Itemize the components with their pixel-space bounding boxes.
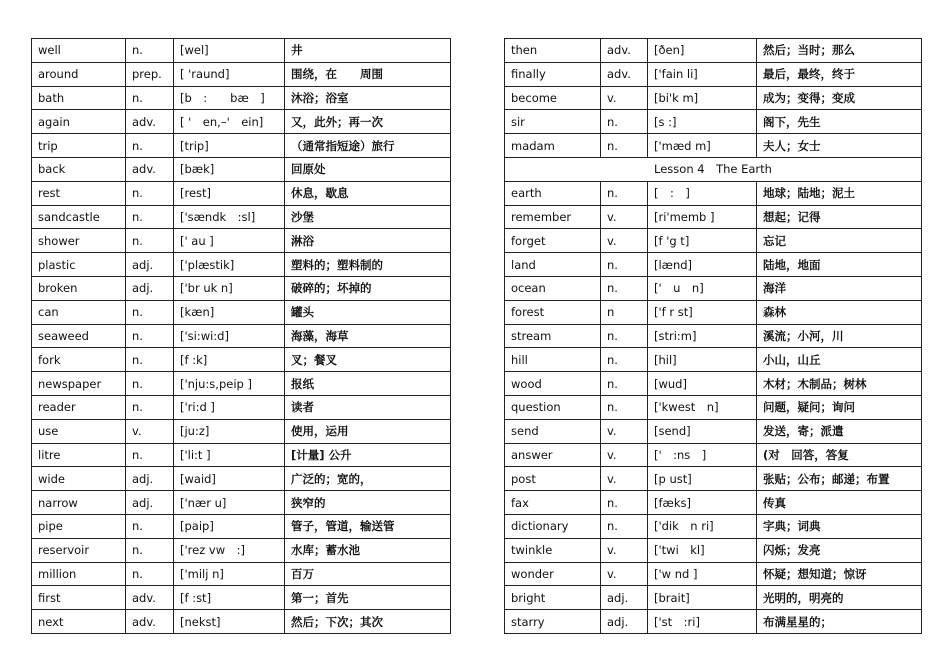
translation-cell: 木材；木制品；树林 [757, 372, 922, 396]
phonetic-cell: [hil] [648, 348, 757, 372]
phonetic-cell: [stri:m] [648, 324, 757, 348]
vocab-row [32, 110, 451, 134]
vocab-table-right-body [505, 39, 922, 634]
vocab-row [505, 586, 922, 610]
translation-cell: 塑料的；塑料制的 [285, 253, 451, 277]
translation-cell: 狭窄的 [285, 491, 451, 515]
part-of-speech-cell: adv. [601, 39, 648, 63]
word-cell: seaweed [32, 324, 126, 348]
phonetic-cell: [ ' en,–' ein] [174, 110, 285, 134]
vocab-row [32, 538, 451, 562]
part-of-speech-cell: prep. [126, 62, 174, 86]
translation-cell: 管子，管道，输送管 [285, 514, 451, 538]
word-cell: send [505, 419, 601, 443]
part-of-speech-cell: n. [601, 134, 648, 158]
part-of-speech-cell: n. [126, 514, 174, 538]
part-of-speech-cell: adj. [126, 276, 174, 300]
word-cell: bright [505, 586, 601, 610]
phonetic-cell: [p ust] [648, 467, 757, 491]
word-cell: finally [505, 62, 601, 86]
word-cell: sir [505, 110, 601, 134]
word-cell: reader [32, 395, 126, 419]
part-of-speech-cell: v. [601, 86, 648, 110]
vocab-row [505, 443, 922, 467]
word-cell: earth [505, 181, 601, 205]
translation-cell: 森林 [757, 300, 922, 324]
phonetic-cell: ['twi kl] [648, 538, 757, 562]
phonetic-cell: ['mæd m] [648, 134, 757, 158]
vocab-row [32, 562, 451, 586]
translation-cell: 小山，山丘 [757, 348, 922, 372]
part-of-speech-cell: n. [601, 348, 648, 372]
phonetic-cell: [f :k] [174, 348, 285, 372]
vocab-row [505, 562, 922, 586]
translation-cell: 夫人；女士 [757, 134, 922, 158]
part-of-speech-cell: v. [126, 419, 174, 443]
word-cell: stream [505, 324, 601, 348]
phonetic-cell: ['br uk n] [174, 276, 285, 300]
phonetic-cell: [send] [648, 419, 757, 443]
phonetic-cell: [rest] [174, 181, 285, 205]
vocab-row [32, 443, 451, 467]
word-cell: land [505, 253, 601, 277]
lesson-heading-row [505, 157, 922, 181]
phonetic-cell: [s :] [648, 110, 757, 134]
phonetic-cell: ['ri:d ] [174, 395, 285, 419]
word-cell: back [32, 157, 126, 181]
vocab-row [505, 110, 922, 134]
part-of-speech-cell: n. [126, 39, 174, 63]
translation-cell: 发送，寄；派遣 [757, 419, 922, 443]
part-of-speech-cell: v. [601, 467, 648, 491]
vocab-row [32, 419, 451, 443]
vocab-row [32, 300, 451, 324]
vocab-row [32, 181, 451, 205]
phonetic-cell: ['st :ri] [648, 610, 757, 634]
phonetic-cell: [ri'memb ] [648, 205, 757, 229]
phonetic-cell: ['plæstik] [174, 253, 285, 277]
vocab-row [505, 86, 922, 110]
part-of-speech-cell: v. [601, 538, 648, 562]
translation-cell: 又，此外；再一次 [285, 110, 451, 134]
phonetic-cell: ['sændk :sl] [174, 205, 285, 229]
translation-cell: 忘记 [757, 229, 922, 253]
translation-cell: 海藻，海草 [285, 324, 451, 348]
word-cell: newspaper [32, 372, 126, 396]
word-cell: rest [32, 181, 126, 205]
translation-cell: 光明的，明亮的 [757, 586, 922, 610]
word-cell: trip [32, 134, 126, 158]
phonetic-cell: ['fain li] [648, 62, 757, 86]
translation-cell: 字典；词典 [757, 514, 922, 538]
translation-cell: 沙堡 [285, 205, 451, 229]
part-of-speech-cell: n. [126, 562, 174, 586]
vocab-row [505, 276, 922, 300]
phonetic-cell: ['nær u] [174, 491, 285, 515]
part-of-speech-cell: adj. [601, 610, 648, 634]
vocab-row [32, 205, 451, 229]
phonetic-cell: [wud] [648, 372, 757, 396]
vocab-table-left [31, 38, 451, 634]
part-of-speech-cell: n [601, 300, 648, 324]
vocab-row [32, 157, 451, 181]
vocab-row [505, 324, 922, 348]
phonetic-cell: [f 'g t] [648, 229, 757, 253]
part-of-speech-cell: v. [601, 443, 648, 467]
phonetic-cell: [waid] [174, 467, 285, 491]
part-of-speech-cell: n. [601, 372, 648, 396]
vocab-row [505, 395, 922, 419]
vocab-row [32, 86, 451, 110]
translation-cell: (对 回答，答复 [757, 443, 922, 467]
phonetic-cell: [bi'k m] [648, 86, 757, 110]
word-cell: bath [32, 86, 126, 110]
part-of-speech-cell: adj. [126, 253, 174, 277]
part-of-speech-cell: adv. [126, 157, 174, 181]
word-cell: forest [505, 300, 601, 324]
vocab-table-left-body [32, 39, 451, 634]
translation-cell: 海洋 [757, 276, 922, 300]
phonetic-cell: [lænd] [648, 253, 757, 277]
phonetic-cell: [brait] [648, 586, 757, 610]
vocab-row [32, 276, 451, 300]
phonetic-cell: [ 'raund] [174, 62, 285, 86]
part-of-speech-cell: v. [601, 229, 648, 253]
phonetic-cell: [ju:z] [174, 419, 285, 443]
part-of-speech-cell: n. [126, 300, 174, 324]
translation-cell: 罐头 [285, 300, 451, 324]
vocab-row [32, 491, 451, 515]
phonetic-cell: [fæks] [648, 491, 757, 515]
translation-cell: 淋浴 [285, 229, 451, 253]
part-of-speech-cell: n. [126, 395, 174, 419]
translation-cell: [计量] 公升 [285, 443, 451, 467]
phonetic-cell: [' :ns ] [648, 443, 757, 467]
part-of-speech-cell: n. [126, 86, 174, 110]
phonetic-cell: ['rez vw :] [174, 538, 285, 562]
translation-cell: 怀疑；想知道；惊讶 [757, 562, 922, 586]
phonetic-cell: [ : ] [648, 181, 757, 205]
word-cell: starry [505, 610, 601, 634]
word-cell: wide [32, 467, 126, 491]
word-cell: remember [505, 205, 601, 229]
translation-cell: 围绕，在 周围 [285, 62, 451, 86]
part-of-speech-cell: v. [601, 205, 648, 229]
translation-cell: 传真 [757, 491, 922, 515]
word-cell: broken [32, 276, 126, 300]
part-of-speech-cell: adv. [126, 610, 174, 634]
translation-cell: 想起；记得 [757, 205, 922, 229]
word-cell: become [505, 86, 601, 110]
word-cell: forget [505, 229, 601, 253]
translation-cell: 叉；餐叉 [285, 348, 451, 372]
word-cell: fax [505, 491, 601, 515]
lesson-heading: Lesson 4 The Earth [505, 157, 922, 181]
word-cell: shower [32, 229, 126, 253]
vocab-row [32, 324, 451, 348]
vocab-row [32, 134, 451, 158]
translation-cell: 问题，疑问；询问 [757, 395, 922, 419]
translation-cell: 破碎的；坏掉的 [285, 276, 451, 300]
part-of-speech-cell: n. [601, 395, 648, 419]
part-of-speech-cell: n. [126, 372, 174, 396]
word-cell: again [32, 110, 126, 134]
word-cell: post [505, 467, 601, 491]
word-cell: fork [32, 348, 126, 372]
vocab-row [32, 395, 451, 419]
phonetic-cell: [trip] [174, 134, 285, 158]
word-cell: hill [505, 348, 601, 372]
translation-cell: 水库；蓄水池 [285, 538, 451, 562]
phonetic-cell: ['nju:s,peip ] [174, 372, 285, 396]
translation-cell: 阁下，先生 [757, 110, 922, 134]
vocab-row [505, 372, 922, 396]
translation-cell: 读者 [285, 395, 451, 419]
phonetic-cell: ['f r st] [648, 300, 757, 324]
vocab-row [505, 467, 922, 491]
part-of-speech-cell: n. [126, 348, 174, 372]
word-cell: answer [505, 443, 601, 467]
vocab-row [505, 491, 922, 515]
phonetic-cell: [ðen] [648, 39, 757, 63]
translation-cell: 溪流；小河，川 [757, 324, 922, 348]
translation-cell: 回原处 [285, 157, 451, 181]
translation-cell: 然后；下次；其次 [285, 610, 451, 634]
word-cell: can [32, 300, 126, 324]
word-cell: then [505, 39, 601, 63]
translation-cell: 布满星星的； [757, 610, 922, 634]
word-cell: around [32, 62, 126, 86]
vocab-row [505, 300, 922, 324]
word-cell: madam [505, 134, 601, 158]
translation-cell: 成为；变得；变成 [757, 86, 922, 110]
part-of-speech-cell: n. [601, 110, 648, 134]
translation-cell: 然后；当时；那么 [757, 39, 922, 63]
phonetic-cell: ['si:wi:d] [174, 324, 285, 348]
phonetic-cell: [kæn] [174, 300, 285, 324]
part-of-speech-cell: n. [601, 491, 648, 515]
vocab-row [32, 586, 451, 610]
part-of-speech-cell: adj. [126, 467, 174, 491]
word-cell: well [32, 39, 126, 63]
part-of-speech-cell: n. [126, 229, 174, 253]
vocab-row [505, 134, 922, 158]
translation-cell: 广泛的；宽的， [285, 467, 451, 491]
word-cell: million [32, 562, 126, 586]
vocab-row [32, 467, 451, 491]
part-of-speech-cell: v. [601, 419, 648, 443]
vocab-row [32, 610, 451, 634]
word-cell: use [32, 419, 126, 443]
phonetic-cell: ['milj n] [174, 562, 285, 586]
phonetic-cell: ['dik n ri] [648, 514, 757, 538]
translation-cell: 报纸 [285, 372, 451, 396]
word-cell: wood [505, 372, 601, 396]
translation-cell: 使用，运用 [285, 419, 451, 443]
part-of-speech-cell: n. [126, 181, 174, 205]
vocab-row [505, 514, 922, 538]
vocab-row [32, 229, 451, 253]
word-cell: narrow [32, 491, 126, 515]
phonetic-cell: ['kwest n] [648, 395, 757, 419]
translation-cell: 地球；陆地；泥土 [757, 181, 922, 205]
part-of-speech-cell: n. [601, 276, 648, 300]
vocab-row [505, 610, 922, 634]
vocab-row [32, 514, 451, 538]
part-of-speech-cell: n. [601, 181, 648, 205]
word-cell: question [505, 395, 601, 419]
part-of-speech-cell: n. [126, 538, 174, 562]
vocab-row [505, 419, 922, 443]
word-cell: sandcastle [32, 205, 126, 229]
phonetic-cell: [' u n] [648, 276, 757, 300]
translation-cell: 闪烁；发亮 [757, 538, 922, 562]
vocab-row [505, 205, 922, 229]
translation-cell: 张贴；公布；邮递；布置 [757, 467, 922, 491]
translation-cell: 休息，歇息 [285, 181, 451, 205]
part-of-speech-cell: adj. [126, 491, 174, 515]
word-cell: twinkle [505, 538, 601, 562]
translation-cell: 沐浴；浴室 [285, 86, 451, 110]
word-cell: first [32, 586, 126, 610]
part-of-speech-cell: n. [126, 134, 174, 158]
phonetic-cell: [b : bæ ] [174, 86, 285, 110]
vocab-row [505, 39, 922, 63]
phonetic-cell: [nekst] [174, 610, 285, 634]
vocab-row [32, 253, 451, 277]
word-cell: ocean [505, 276, 601, 300]
phonetic-cell: ['li:t ] [174, 443, 285, 467]
phonetic-cell: [wel] [174, 39, 285, 63]
vocab-row [32, 62, 451, 86]
part-of-speech-cell: n. [601, 253, 648, 277]
part-of-speech-cell: adv. [601, 62, 648, 86]
part-of-speech-cell: n. [126, 205, 174, 229]
part-of-speech-cell: n. [126, 324, 174, 348]
word-cell: litre [32, 443, 126, 467]
part-of-speech-cell: adv. [126, 586, 174, 610]
vocab-row [32, 372, 451, 396]
part-of-speech-cell: adv. [126, 110, 174, 134]
phonetic-cell: [f :st] [174, 586, 285, 610]
vocab-row [32, 348, 451, 372]
phonetic-cell: [' au ] [174, 229, 285, 253]
vocab-row [505, 348, 922, 372]
word-cell: wonder [505, 562, 601, 586]
phonetic-cell: ['w nd ] [648, 562, 757, 586]
word-cell: reservoir [32, 538, 126, 562]
translation-cell: 井 [285, 39, 451, 63]
translation-cell: 第一；首先 [285, 586, 451, 610]
vocab-row [505, 538, 922, 562]
vocab-row [505, 181, 922, 205]
part-of-speech-cell: n. [601, 324, 648, 348]
translation-cell: （通常指短途）旅行 [285, 134, 451, 158]
word-cell: plastic [32, 253, 126, 277]
word-cell: pipe [32, 514, 126, 538]
vocab-row [505, 229, 922, 253]
translation-cell: 陆地，地面 [757, 253, 922, 277]
part-of-speech-cell: n. [601, 514, 648, 538]
vocab-row [505, 253, 922, 277]
part-of-speech-cell: n. [126, 443, 174, 467]
word-cell: next [32, 610, 126, 634]
word-cell: dictionary [505, 514, 601, 538]
part-of-speech-cell: v. [601, 562, 648, 586]
translation-cell: 百万 [285, 562, 451, 586]
vocab-table-right [504, 38, 922, 634]
phonetic-cell: [bæk] [174, 157, 285, 181]
vocab-row [32, 39, 451, 63]
vocab-row [505, 62, 922, 86]
translation-cell: 最后，最终，终于 [757, 62, 922, 86]
phonetic-cell: [paip] [174, 514, 285, 538]
part-of-speech-cell: adj. [601, 586, 648, 610]
